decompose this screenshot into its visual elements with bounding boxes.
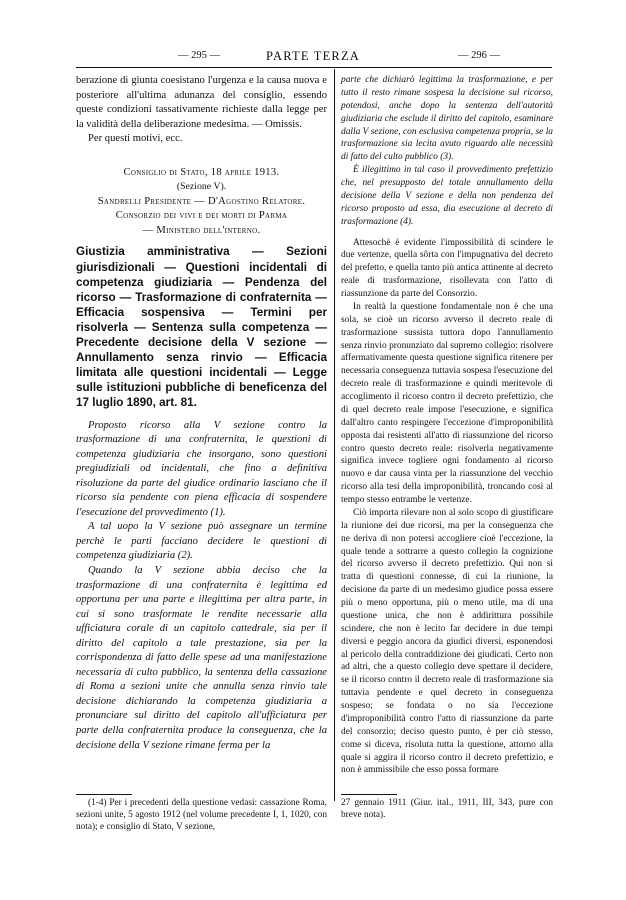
footnote-left-text: (1-4) Per i precedenti della questione vedasi: cassazione Roma, sezioni unite, 5 agosto 1912 (nel volume precedente I, 1, 1020, con nota); e consiglio di Stato, V sezione, <box>76 798 327 833</box>
right-italic-paragraph-2: È illegittimo in tal caso il provvedimento prefettizio che, nel presupposto del totale annullamento della decisione della V sezione e della non pendenza del ricorso proposto ad essa, dia esecuzione al decreto di trasformazione (4). <box>341 165 553 227</box>
conclusion: Per questi motivi, ecc. <box>88 133 183 145</box>
left-column <box>76 74 327 753</box>
body-paragraph-3: Ciò importa rilevare non al solo scopo di giustificare la riunione dei due ricorsi, ma per la conseguenza che ne deriva di non potersi accogliere cioè l'eccezione, la quale tende a sottrarre a questo collegio la cognizione del ricorso avverso il decreto prefettizio. Qui non si tratta di questioni connesse, di cui la riunione, la decisione da parte di un medesimo giudice possa essere più o meno opportuna, più o meno utile, ma di una questione unica, che non è addirittura possibile scindere, che non è lecito far decidere in due tempi diversi e peggio ancora da giudici diversi, esponendosi al pericolo della contraddizione dei giudicati. Certo non ad altri, che a questo collegio deve spettare il decidere, se il ricorso contro il decreto reale di trasformazione sia tuttavia pendente e quel decreto in conseguenza sospeso; se fondata o no sia l'eccezione d'improponibilità contro l'atto di riassunzione da parte del consorzio; deciso questo punto, è per ciò stesso, come si diceva, risoluta tutta la questione, attorno alla quale si aggira il ricorso contro il decreto prefettizio, e non è ammissibile che esso possa formare <box>341 507 553 776</box>
footnote-rule-left <box>76 794 132 795</box>
judges-line: Sandrelli Presidente — D'Agostino Relatore. <box>97 195 306 207</box>
page-number-left: — 295 — <box>178 50 220 61</box>
parties-line-1: Consorzio dei vivi e dei morti di Parma <box>115 210 288 222</box>
body-paragraph-2: In realtà la questione fondamentale non è che una sola, se cioè un ricorso avverso il decreto reale di trasformazione sussista tuttora dopo l'annullamento senza rinvio pronunziato dal supremo collegio: risolvere affermativamente questa questione significa ritenere per necessaria conseguenza tuttavia sospesa l'esecuzione del decreto reale di trasformazione e quindi meritevole di accoglimento il ricorso contro il decreto prefettizio, che di quel decreto reale impose l'esecuzione, e significa dall'altro canto respingere l'eccezione d'improponibilità opposta dai resistenti all'atto di riassunzione del ricorso contro questo decreto reale: risolverla negativamente significa invece togliere ogni fondamento al ricorso nuovo e dar causa vinta per la riassunzione del vecchio ricorso alla tesi della improponibilità, troncando così al tempo stesso entrambe le vertenze. <box>341 301 553 505</box>
parties-line-2: — Ministero dell'interno. <box>142 224 261 236</box>
section: (Sezione V). <box>176 181 227 193</box>
massima-heading: Giustizia amministrativa — Sezioni giurisdizionali — Questioni incidentali di competenza giudiziaria — Pendenza del ricorso — Trasformazione di confraternita — Efficacia sospensiva — Termini per risolverla — Sentenza sulla competenza — Precedente decisione della V sezione — Annullamento senza rinvio — Efficacia limitata alle questioni incidentali — Legge sulle istituzioni pubbliche di beneficenza del 17 luglio 1890, art. 81. <box>76 245 327 410</box>
right-italic-paragraph-1: parte che dichiarò legittima la trasformazione, e per tutto il resto rimane sospesa la decisione sul ricorso, potendosi, anche dopo la sentenza dell'autorità giudiziaria che esclude il diritto del capitolo, esaminare dalla V sezione, con esclusiva competenza propria, se la trasformazione sia lecita avuto riguardo alle necessità di fatto del culto pubblico (3). <box>341 75 553 163</box>
page-number-right: — 296 — <box>458 50 500 61</box>
right-column <box>341 74 553 777</box>
footnote-left <box>76 797 327 834</box>
intro-paragraph: berazione di giunta coesistano l'urgenza e la causa nuova e posteriore all'ultima adunanza del consiglio, essendo queste condizioni tassativamente richieste dalla legge per la validità della deliberazione medesima. — Omissis. <box>76 75 327 130</box>
body-paragraph-1: Attesochè è evidente l'impossibilità di scindere le due vertenze, quella sôrta con l'impugnativa del decreto del prefetto, e quella tanto più antica attinente al decreto reale di trasformazione, risollevata con l'atto di riassunzione da parte del Consorzio. <box>341 237 553 299</box>
footnote-rule-right <box>341 794 397 795</box>
header-rule <box>76 67 552 68</box>
italic-paragraph-3: Quando la V sezione abbia deciso che la trasformazione di una confraternita è legittima ed opportuna per una parte e illegittima per altra parte, in cui si sono trasformate le rendite necessarie alla ufficiatura corale di un capitolo cattedrale, sia per il diritto del capitolo a tale prestazione, sia per la corrispondenza di fatto delle spese ad una manifestazione necessaria di culto pubblico, la sentenza della cassazione di Roma a sezioni unite che annulla senza rinvio tale decisione dichiarando la competenza giudiziaria a pronunciare sul diritto del capitolo all'ufficiatura per parte della confraternita produce la conseguenza, che la decisione della V sezione rimane ferma per la <box>76 564 327 751</box>
running-title: PARTE TERZA <box>265 49 361 63</box>
court-line: Consiglio di Stato, 18 aprile 1913. <box>123 166 280 178</box>
italic-paragraph-2: A tal uopo la V sezione può assegnare un termine perchè le parti facciano decidere le questioni di competenza giudiziaria (2). <box>76 521 327 562</box>
footnote-right-text: 27 gennaio 1911 (Giur. ital., 1911, III, 343, pure con breve nota). <box>341 798 553 821</box>
column-divider <box>334 69 335 801</box>
footnote-right <box>341 797 553 821</box>
italic-paragraph-1: Proposto ricorso alla V sezione contro la trasformazione di una confraternita, le questioni di competenza giudiziaria che insorgano, sono questioni pregiudiziali od incidentali, che fino a definitiva risoluzione da parte del giudice ordinario lasciano che il ricorso sia pendente con piena efficacia di sospendere l'esecuzione del provvedimento (1). <box>76 419 327 518</box>
